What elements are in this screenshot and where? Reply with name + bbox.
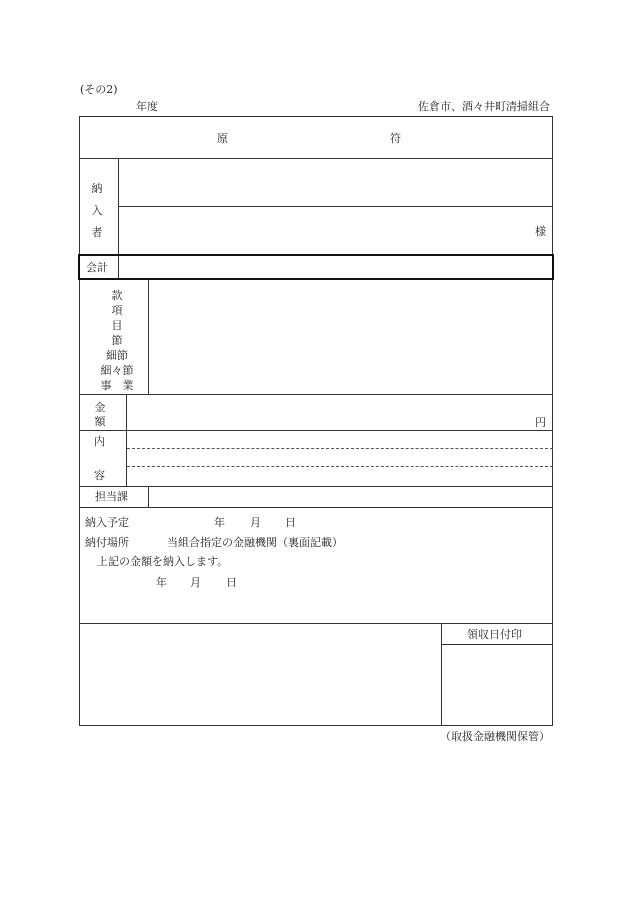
payment-statement: 上記の金額を納入します。 xyxy=(97,555,229,568)
budget-label-moku: 目 xyxy=(111,319,123,332)
account-label-divider xyxy=(118,256,119,278)
budget-label-divider xyxy=(148,280,149,394)
title-left-char: 原 xyxy=(217,132,228,145)
budget-bottom-divider xyxy=(79,394,553,395)
title-divider xyxy=(79,158,553,159)
content-dashed-line-2 xyxy=(127,466,553,467)
content-label-bottom: 容 xyxy=(94,469,105,482)
fiscal-year-label: 年度 xyxy=(136,100,158,113)
payer-label xyxy=(85,178,109,244)
payer-honorific: 様 xyxy=(535,225,546,238)
department-bottom-divider xyxy=(79,507,553,508)
statement-month: 月 xyxy=(190,576,201,589)
organization-name: 佐倉市、酒々井町清掃組合 xyxy=(418,100,550,113)
title-right-char: 符 xyxy=(390,132,401,145)
amount-unit: 円 xyxy=(535,416,546,429)
account-label: 会計 xyxy=(86,261,108,274)
due-day: 日 xyxy=(285,516,296,529)
footer-note: （取扱金融機関保管） xyxy=(440,730,550,743)
statement-day: 日 xyxy=(226,576,237,589)
payer-label-char-2: 入 xyxy=(91,204,103,217)
budget-label-saisaisetsu: 細々節 xyxy=(100,364,134,377)
content-dashed-line-1 xyxy=(127,448,553,449)
budget-label-jigyou: 事 業 xyxy=(100,379,134,392)
statement-year: 年 xyxy=(156,576,167,589)
amount-label xyxy=(88,401,112,429)
budget-labels xyxy=(89,288,145,393)
due-year: 年 xyxy=(214,516,225,529)
amount-bottom-divider xyxy=(79,430,553,431)
payer-label-char-1: 納 xyxy=(91,182,103,195)
budget-label-kan: 款 xyxy=(111,289,123,302)
content-bottom-divider xyxy=(79,486,553,487)
place-value: 当組合指定の金融機関（裏面記載） xyxy=(167,536,343,549)
stamp-area-divider xyxy=(441,623,442,726)
payer-inner-divider xyxy=(118,206,553,207)
due-month: 月 xyxy=(250,516,261,529)
department-label: 担当課 xyxy=(95,490,128,503)
department-label-divider xyxy=(148,486,149,507)
payment-bottom-divider xyxy=(79,623,553,624)
stamp-label-divider xyxy=(441,644,553,645)
amount-label-char-1: 金 xyxy=(94,401,106,414)
budget-label-setsu: 節 xyxy=(111,334,123,347)
amount-content-label-divider xyxy=(126,394,127,486)
place-label: 納付場所 xyxy=(85,536,129,549)
account-row xyxy=(78,254,554,280)
budget-label-kou: 項 xyxy=(111,304,123,317)
due-label: 納入予定 xyxy=(85,516,129,529)
form-number: (その2) xyxy=(80,83,118,96)
payer-label-char-3: 者 xyxy=(91,226,103,239)
amount-label-char-2: 額 xyxy=(94,415,106,428)
budget-label-saisetsu: 細節 xyxy=(106,349,128,362)
stamp-label: 領収日付印 xyxy=(467,628,522,641)
content-label-top: 内 xyxy=(94,435,105,448)
